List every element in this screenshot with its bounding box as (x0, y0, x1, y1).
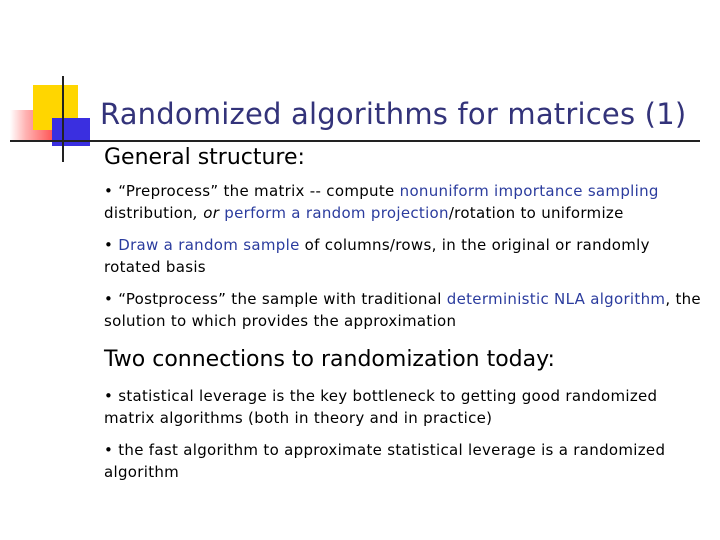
bullet-text: • (104, 236, 119, 254)
bullet-text: • “Preprocess” the matrix -- compute (104, 182, 400, 200)
decorative-vertical-line (62, 76, 64, 162)
bullet-leverage-bottleneck: • statistical leverage is the key bottleneck to getting good randomized matrix algorithms (both in theory and in practice) (104, 387, 658, 427)
bullet-preprocess (104, 180, 704, 224)
bullet-fast-algorithm: • the fast algorithm to approximate statistical leverage is a randomized algorithm (104, 441, 666, 481)
bullet-postprocess (104, 288, 704, 332)
bullet-text: distribution (104, 204, 194, 222)
highlighted-term: nonuniform importance sampling (399, 182, 659, 200)
bullet-sample (104, 234, 704, 278)
italic-text: , or (193, 204, 225, 222)
section-heading-structure: General structure: (104, 145, 305, 170)
slide-title: Randomized algorithms for matrices (1) (100, 97, 687, 131)
bullet-text: , the solution to which provides the approximation (104, 290, 701, 330)
title-underline (10, 140, 700, 142)
section-heading-connections: Two connections to randomization today: (104, 347, 555, 372)
highlighted-term: perform a random projection (224, 204, 449, 222)
bullet-text: • “Postprocess” the sample with traditional (104, 290, 447, 308)
highlighted-term: Draw a random sample (118, 236, 300, 254)
bullet-text: of columns/rows, in the original or randomly rotated basis (104, 236, 650, 276)
highlighted-term: deterministic NLA algorithm (446, 290, 666, 308)
bullet-text: /rotation to uniformize (448, 204, 624, 222)
